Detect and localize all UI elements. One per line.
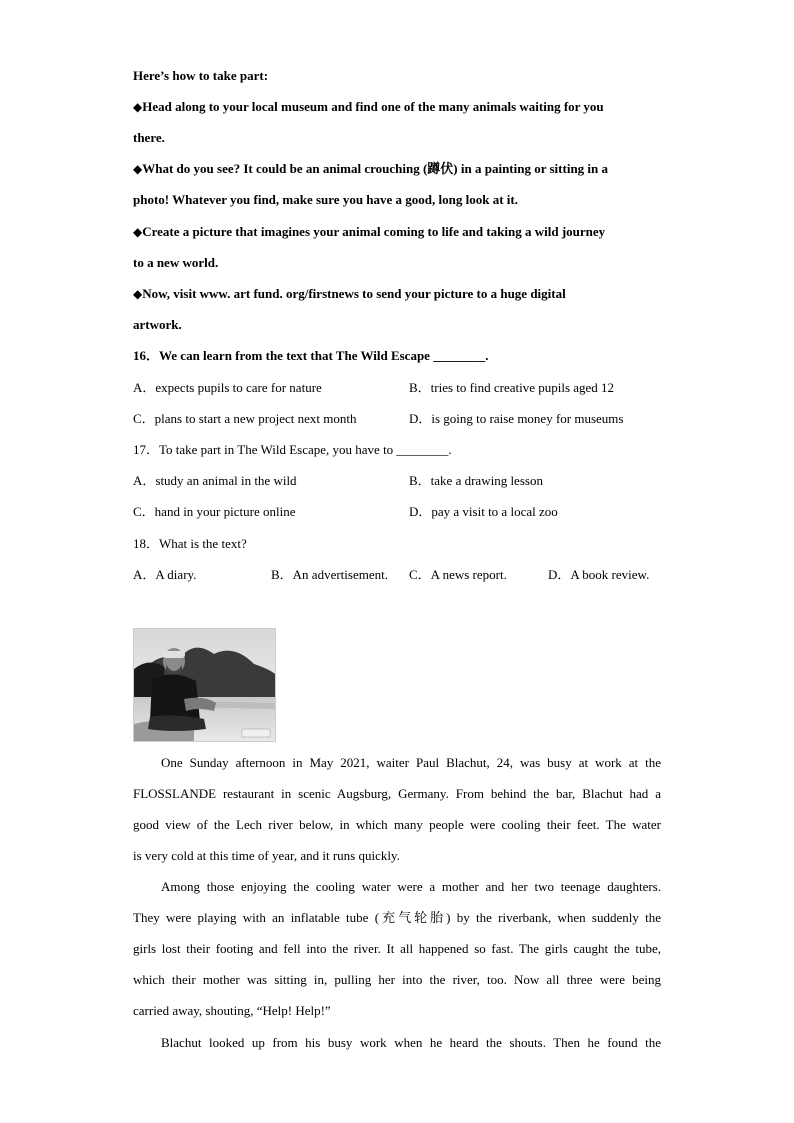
- passage-photo: [133, 628, 276, 742]
- question-18-option-c[interactable]: C．A news report.: [409, 567, 507, 582]
- passage-paragraph-1: One Sunday afternoon in May 2021, waiter Paul Blachut, 24, was busy at work at the FLOSSLANDE restaurant in scenic Augsburg, Germany. From behind the bar, Blachut had a good view of the Lech river below, in which many people were cooling their feet. The water is very cold at this time of year, and it runs quickly.: [133, 755, 661, 863]
- steps-heading: Here’s how to take part:: [133, 68, 269, 83]
- question-18-option-b[interactable]: B．An advertisement.: [271, 567, 388, 582]
- question-17-option-c[interactable]: C．hand in your picture online: [133, 504, 296, 519]
- step-1-line-2: there.: [133, 130, 165, 145]
- step-2-line-2: photo! Whatever you find, make sure you have a good, long look at it.: [133, 192, 518, 207]
- step-4-line-1: ◆Now, visit www. art fund. org/firstnews to send your picture to a huge digital: [133, 286, 566, 301]
- question-18-stem: 18．What is the text?: [133, 536, 247, 551]
- step-2-line-1: ◆What do you see? It could be an animal crouching (蹲伏) in a painting or sitting in a: [133, 161, 609, 176]
- question-16-option-c[interactable]: C．plans to start a new project next month: [133, 411, 357, 426]
- step-4-line-2: artwork.: [133, 317, 182, 332]
- question-17-option-a[interactable]: A．study an animal in the wild: [133, 473, 297, 488]
- man-by-river-photo: [134, 629, 275, 741]
- question-17-stem: 17．To take part in The Wild Escape, you have to ________.: [133, 442, 452, 457]
- step-3-line-1: ◆Create a picture that imagines your animal coming to life and taking a wild journey: [133, 224, 606, 239]
- step-3-line-2: to a new world.: [133, 255, 219, 270]
- question-16-option-d[interactable]: D．is going to raise money for museums: [409, 411, 624, 426]
- passage-paragraph-2: Among those enjoying the cooling water were a mother and her two teenage daughters. They were playing with an inflatable tube (充气轮胎) by the riverbank, when suddenly the girls lost their footing and fell into the river. It all happened so fast. The girls caught the tube, which their mother was sitting in, pulling her into the river, too. Now all three were being carried away, shouting, “Help! Help!”: [133, 879, 661, 1018]
- question-18-option-d[interactable]: D．A book review.: [548, 567, 650, 582]
- question-16-stem: 16．We can learn from the text that The Wild Escape ________.: [133, 348, 489, 363]
- diamond-bullet-icon: ◆: [133, 162, 143, 176]
- diamond-bullet-icon: ◆: [133, 287, 143, 301]
- diamond-bullet-icon: ◆: [133, 225, 143, 239]
- step-1-line-1: ◆Head along to your local museum and find one of the many animals waiting for you: [133, 99, 604, 114]
- question-16-option-a[interactable]: A．expects pupils to care for nature: [133, 380, 322, 395]
- diamond-bullet-icon: ◆: [133, 100, 143, 114]
- question-18-option-a[interactable]: A．A diary.: [133, 567, 197, 582]
- question-17-option-d[interactable]: D．pay a visit to a local zoo: [409, 504, 558, 519]
- passage-paragraph-3: Blachut looked up from his busy work when he heard the shouts. Then he found the: [161, 1035, 661, 1050]
- question-16-option-b[interactable]: B．tries to find creative pupils aged 12: [409, 380, 615, 395]
- question-17-option-b[interactable]: B．take a drawing lesson: [409, 473, 543, 488]
